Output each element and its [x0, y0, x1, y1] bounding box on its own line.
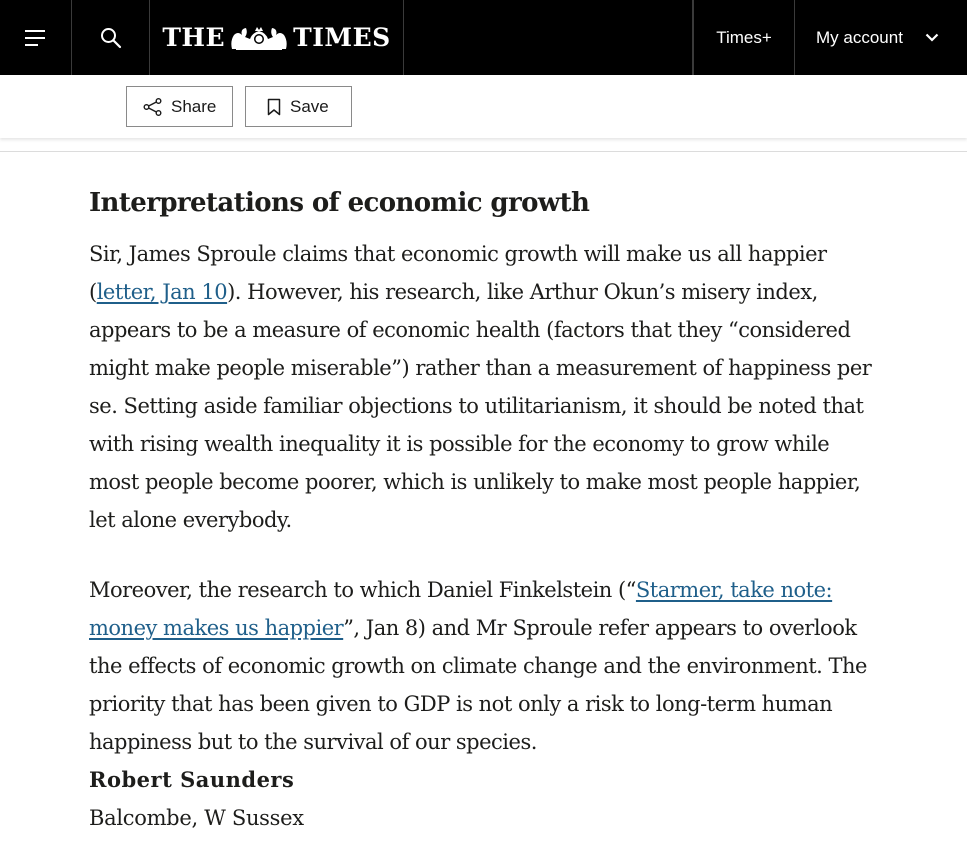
starmer-article-link[interactable]: Starmer, take note: money makes us happier [89, 578, 833, 640]
search-icon [100, 27, 122, 49]
menu-button[interactable] [0, 0, 72, 75]
article-toolbar [0, 75, 967, 138]
article-headline: Interpretations of economic growth [89, 188, 590, 218]
share-icon [143, 98, 162, 116]
bookmark-icon [267, 98, 281, 116]
letter-location: Balcombe, W Sussex [89, 806, 304, 830]
my-account-menu[interactable] [795, 0, 967, 75]
letter-jan-10-link[interactable]: letter, Jan 10 [96, 280, 228, 304]
top-navigation-bar [0, 0, 967, 75]
nav-spacer [404, 0, 693, 75]
logo-text-the: THE [162, 23, 226, 52]
article-body [89, 183, 879, 837]
paragraph-2-text-after: ”, Jan 8) and Mr Sproule refer appears to overlook the effects of economic growth on climate change and the environment. The priority that has been given to GDP is not only a risk to long-term human happiness but to the survival of our species. [89, 616, 867, 754]
hamburger-menu-icon [25, 30, 47, 46]
paragraph-1-text-before: Sir, James Sproule claims that economic growth will make us all happier ( [89, 242, 827, 304]
article-paragraph-1 [89, 235, 879, 539]
letter-signature: Robert Saunders [89, 767, 295, 792]
share-label: Share [171, 96, 217, 116]
share-button[interactable] [126, 86, 233, 127]
search-button[interactable] [72, 0, 150, 75]
paragraph-2-text-before: Moreover, the research to which Daniel Finkelstein (“ [89, 578, 636, 602]
royal-crest-icon [228, 25, 290, 51]
article-paragraph-2 [89, 571, 879, 761]
logo-text-times: TIMES [293, 23, 391, 52]
save-label: Save [290, 96, 329, 116]
times-plus-link[interactable]: Times+ [693, 0, 795, 75]
chevron-down-icon [925, 33, 939, 42]
content-divider [0, 151, 967, 152]
save-button[interactable] [245, 86, 352, 127]
the-times-logo[interactable] [150, 0, 404, 75]
paragraph-1-text-after: ). However, his research, like Arthur Okun’s misery index, appears to be a measure of economic health (factors that they “considered might make people miserable”) rather than a measurement of happiness per se. Setting aside familiar objections to utilitarianism, it should be noted that with rising wealth inequality it is possible for the economy to grow while most people become poorer, which is unlikely to make most people happier, let alone everybody. [89, 280, 872, 532]
my-account-label: My account [816, 27, 903, 47]
